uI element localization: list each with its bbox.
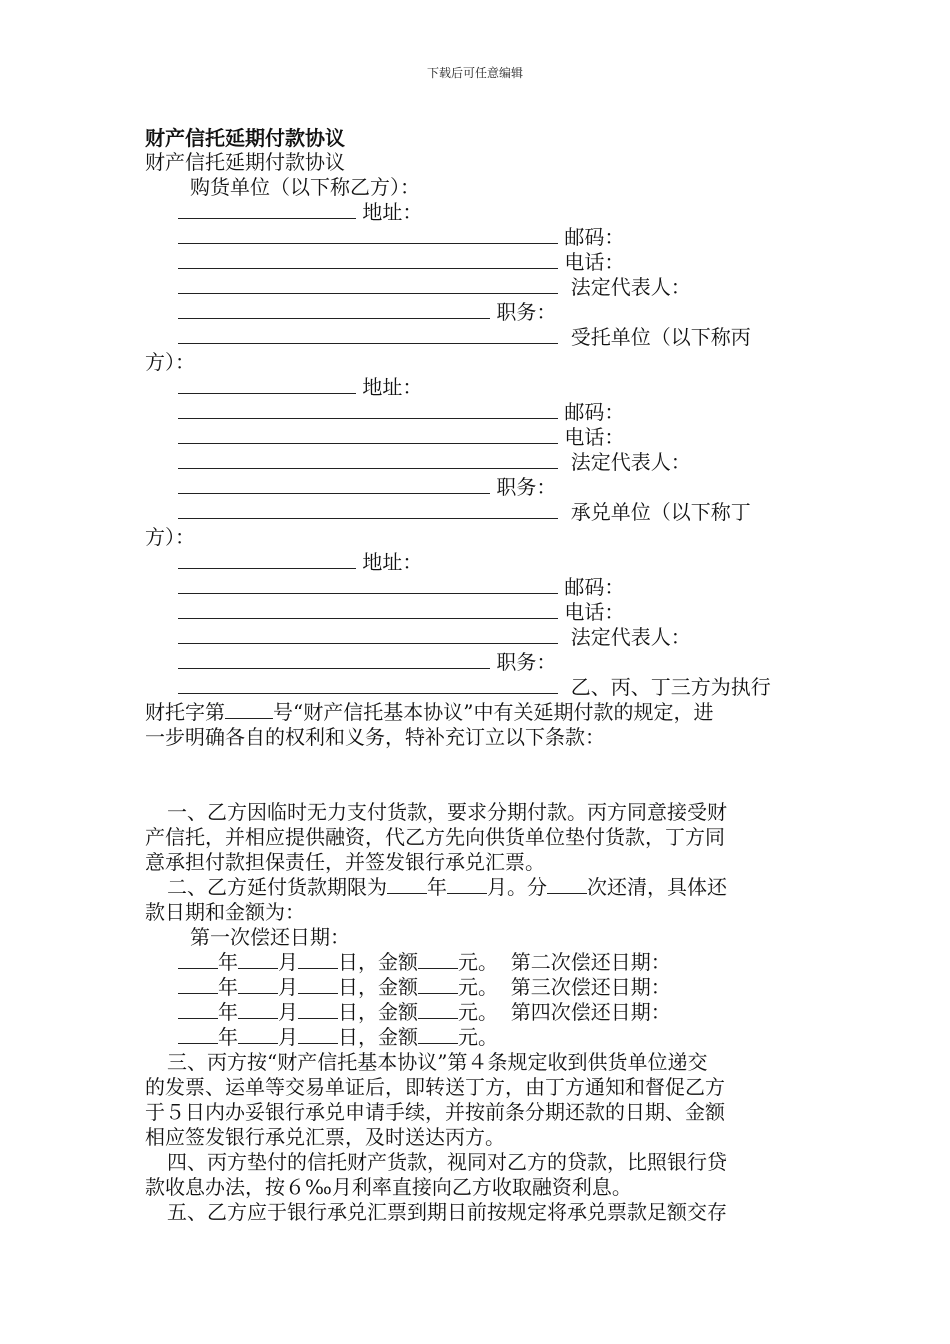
blank-line — [418, 1002, 458, 1019]
party-c-address-line — [178, 375, 422, 399]
blank-line — [178, 1002, 218, 1019]
clause3-line: 三、丙方按“财产信托基本协议”第４条规定收到供货单位递交 — [167, 1050, 708, 1074]
clause2-text: 次还清，具体还 — [587, 875, 727, 899]
blank-line — [178, 427, 558, 444]
blank-line — [238, 952, 278, 969]
blank-line — [178, 277, 558, 294]
schedule-row — [178, 975, 671, 999]
month-label: 月 — [278, 975, 298, 999]
clause1-line: 一、乙方因临时无力支付货款，要求分期付款。丙方同意接受财 — [167, 800, 727, 824]
party-d-rep-line — [178, 625, 691, 649]
position-label: 职务： — [496, 475, 557, 499]
document-title: 财产信托延期付款协议 — [145, 126, 345, 150]
postcode-label: 邮码： — [564, 575, 625, 599]
blank-line — [298, 977, 338, 994]
clause3-line: 于５日内办妥银行承兑申请手续，并按前条分期还款的日期、金额 — [145, 1100, 725, 1124]
day-amount-label: 日，金额 — [338, 950, 418, 974]
legal-rep-label: 法定代表人： — [570, 625, 691, 649]
phone-label: 电话： — [564, 425, 625, 449]
schedule-first-label: 第一次偿还日期： — [190, 925, 350, 949]
blank-line — [178, 202, 356, 219]
address-label: 地址： — [362, 550, 423, 574]
yuan-label: 元。 — [458, 1000, 498, 1024]
blank-line — [418, 1027, 458, 1044]
blank-line — [178, 477, 490, 494]
clause3-line: 的发票、运单等交易单证后，即转送丁方，由丁方通知和督促乙方 — [145, 1075, 725, 1099]
schedule-next-label: 第四次偿还日期： — [510, 1000, 671, 1024]
clause2-line: 款日期和金额为： — [145, 900, 305, 924]
blank-line — [178, 977, 218, 994]
blank-line — [447, 877, 487, 894]
clause2-line — [167, 875, 727, 899]
intro-text: 财托字第 — [145, 700, 225, 724]
blank-line — [178, 302, 490, 319]
postcode-label: 邮码： — [564, 400, 625, 424]
blank-line — [178, 402, 558, 419]
year-label: 年 — [218, 975, 238, 999]
blank-line — [547, 877, 587, 894]
legal-rep-label: 法定代表人： — [570, 275, 691, 299]
blank-line — [238, 1002, 278, 1019]
schedule-row — [178, 1000, 671, 1024]
yuan-label: 元。 — [458, 1025, 498, 1049]
party-d-postcode-line — [178, 575, 624, 599]
address-label: 地址： — [362, 375, 423, 399]
clause3-line: 相应签发银行承兑汇票，及时送达丙方。 — [145, 1125, 505, 1149]
day-amount-label: 日，金额 — [338, 1000, 418, 1024]
party-b-heading: 购货单位（以下称乙方）： — [190, 175, 420, 199]
day-amount-label: 日，金额 — [338, 1025, 418, 1049]
blank-line — [178, 652, 490, 669]
party-b-position-line — [178, 300, 556, 324]
blank-line — [178, 577, 558, 594]
month-label: 月 — [278, 1025, 298, 1049]
blank-line — [178, 327, 558, 344]
yuan-label: 元。 — [458, 950, 498, 974]
month-label: 月 — [278, 1000, 298, 1024]
blank-line — [298, 952, 338, 969]
blank-line — [178, 377, 356, 394]
party-c-heading-line — [178, 325, 751, 349]
address-label: 地址： — [362, 200, 423, 224]
blank-line — [178, 552, 356, 569]
phone-label: 电话： — [564, 250, 625, 274]
clause1-line: 意承担付款担保责任，并签发银行承兑汇票。 — [145, 850, 545, 874]
blank-line — [238, 1027, 278, 1044]
blank-line — [418, 977, 458, 994]
party-d-address-line — [178, 550, 422, 574]
yuan-label: 元。 — [458, 975, 498, 999]
intro-line-3: 一步明确各自的权利和义务，特补充订立以下条款： — [145, 725, 605, 749]
schedule-next-label: 第二次偿还日期： — [510, 950, 671, 974]
party-c-phone-line — [178, 425, 624, 449]
party-d-heading-cont: 方）： — [145, 525, 195, 549]
party-c-heading-cont: 方）： — [145, 350, 195, 374]
blank-line — [178, 252, 558, 269]
clause2-text: 年 — [427, 875, 447, 899]
party-b-phone-line — [178, 250, 624, 274]
clause2-text: 月。分 — [487, 875, 547, 899]
blank-line — [178, 502, 558, 519]
year-label: 年 — [218, 1000, 238, 1024]
party-b-postcode-line — [178, 225, 624, 249]
blank-line — [238, 977, 278, 994]
year-label: 年 — [218, 1025, 238, 1049]
blank-line — [387, 877, 427, 894]
schedule-next-label: 第三次偿还日期： — [510, 975, 671, 999]
blank-line — [178, 227, 558, 244]
party-d-heading-line — [178, 500, 751, 524]
blank-line — [298, 1002, 338, 1019]
party-b-address-line — [178, 200, 422, 224]
intro-text: 号“财产信托基本协议”中有关延期付款的规定，进 — [273, 700, 714, 724]
clause1-line: 产信托，并相应提供融资，代乙方先向供货单位垫付货款，丁方同 — [145, 825, 725, 849]
blank-line — [178, 952, 218, 969]
party-c-postcode-line — [178, 400, 624, 424]
year-label: 年 — [218, 950, 238, 974]
party-d-phone-line — [178, 600, 624, 624]
month-label: 月 — [278, 950, 298, 974]
blank-line — [178, 627, 558, 644]
blank-line — [298, 1027, 338, 1044]
schedule-row — [178, 1025, 498, 1049]
intro-text: 乙、丙、丁三方为执行 — [570, 675, 771, 699]
phone-label: 电话： — [564, 600, 625, 624]
intro-line-2 — [145, 700, 713, 724]
clause4-line: 四、丙方垫付的信托财产货款，视同对乙方的贷款，比照银行贷 — [167, 1150, 727, 1174]
blank-line — [178, 1027, 218, 1044]
party-c-heading: 受托单位（以下称丙 — [570, 325, 751, 349]
intro-line-1 — [178, 675, 771, 699]
blank-line — [418, 952, 458, 969]
position-label: 职务： — [496, 650, 557, 674]
day-amount-label: 日，金额 — [338, 975, 418, 999]
blank-line — [178, 602, 558, 619]
party-d-heading: 承兑单位（以下称丁 — [570, 500, 751, 524]
document-subtitle: 财产信托延期付款协议 — [145, 150, 345, 174]
schedule-row — [178, 950, 671, 974]
page-header: 下载后可任意编辑 — [426, 66, 523, 80]
position-label: 职务： — [496, 300, 557, 324]
clause2-text: 二、乙方延付货款期限为 — [167, 875, 387, 899]
party-b-rep-line — [178, 275, 691, 299]
party-d-position-line — [178, 650, 556, 674]
clause4-line: 款收息办法，按６‰月利率直接向乙方收取融资利息。 — [145, 1175, 632, 1199]
blank-line — [178, 677, 558, 694]
legal-rep-label: 法定代表人： — [570, 450, 691, 474]
postcode-label: 邮码： — [564, 225, 625, 249]
blank-line — [178, 452, 558, 469]
party-c-position-line — [178, 475, 556, 499]
party-c-rep-line — [178, 450, 691, 474]
blank-line — [225, 702, 273, 719]
clause5-line: 五、乙方应于银行承兑汇票到期日前按规定将承兑票款足额交存 — [167, 1200, 727, 1224]
